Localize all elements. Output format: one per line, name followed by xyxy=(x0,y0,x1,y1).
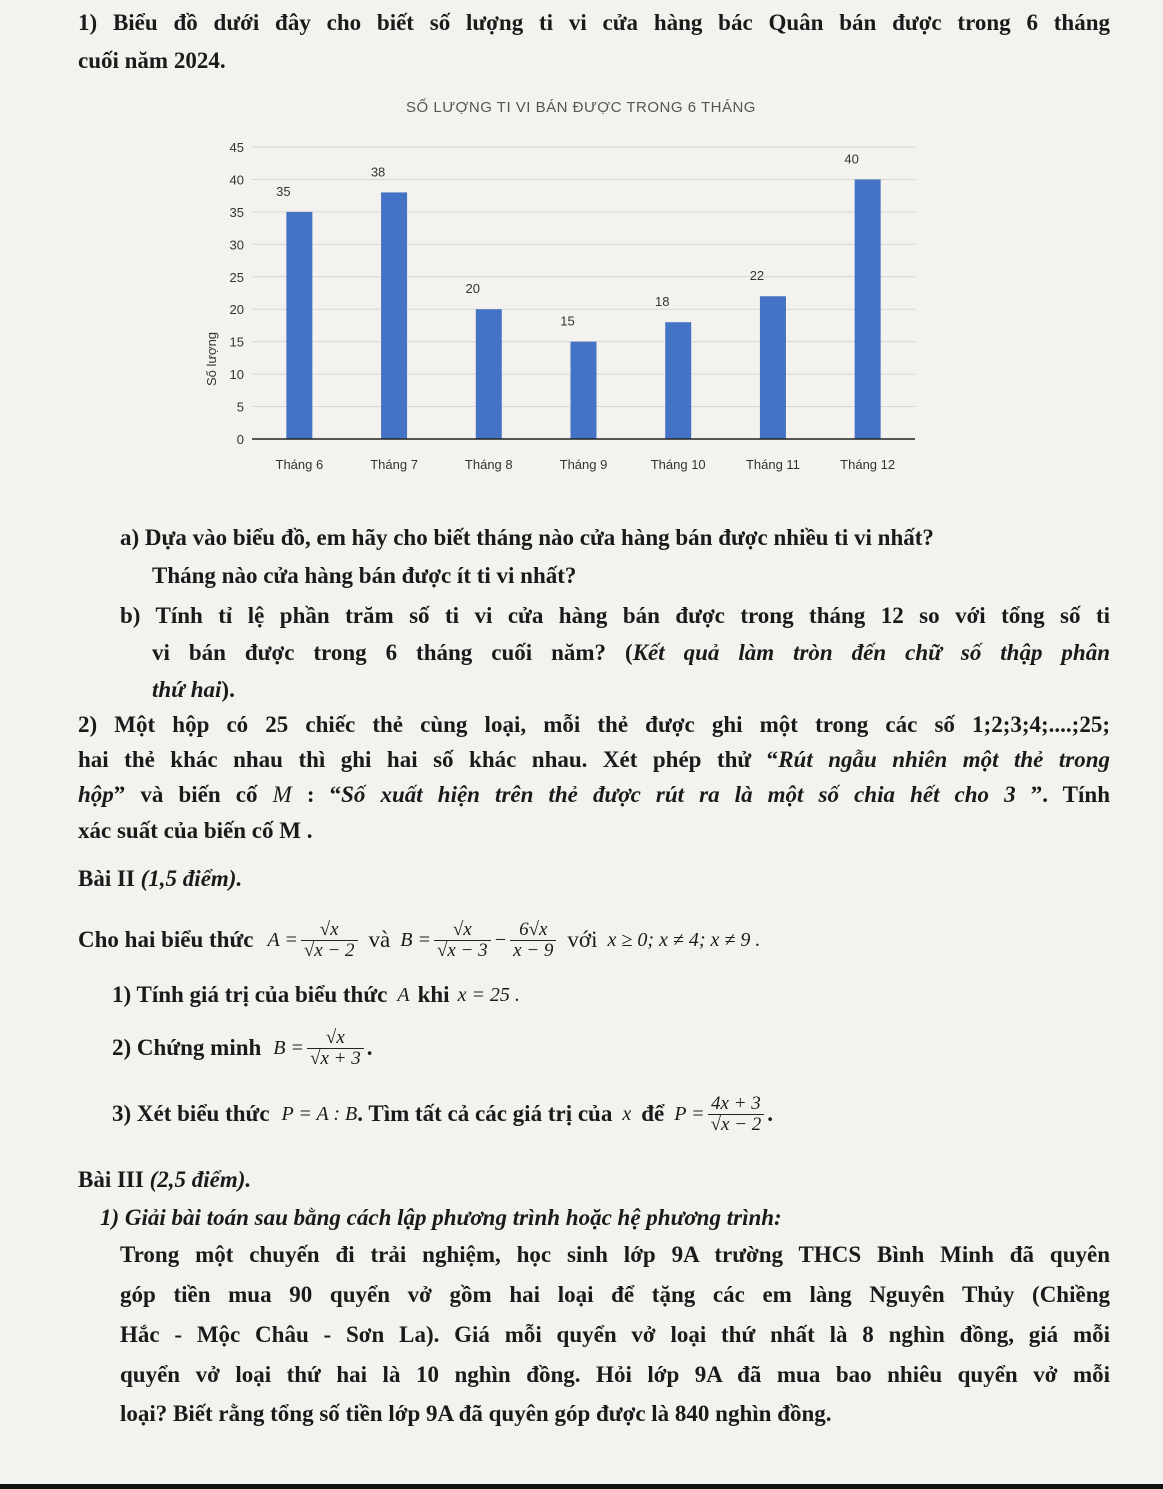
q2-line-3-italic-b: Số xuất hiện trên thẻ được rút ra là một số chia hết cho 3 xyxy=(341,782,1016,807)
bai2-intro: Cho hai biểu thức xyxy=(78,927,254,952)
q1a-line-2: Tháng nào cửa hàng bán được ít ti vi nhất? xyxy=(152,563,577,588)
bai2-p3-mid: . Tìm tất cả các giá trị của xyxy=(357,1101,613,1126)
x-tick-label: Tháng 7 xyxy=(370,457,418,472)
bai2-p1-text: 1) Tính giá trị của biểu thức xyxy=(112,982,388,1007)
bar xyxy=(571,342,597,439)
q1b-line-2-italic: Kết quả làm tròn đến chữ số thập phân xyxy=(632,640,1111,665)
q1b-line-3 xyxy=(152,675,235,705)
bar xyxy=(381,192,407,439)
q1b-line-2-plain: vi bán được trong 6 tháng cuối năm? ( xyxy=(152,640,633,665)
expr-b-fraction-2 xyxy=(510,920,556,961)
y-axis-label: Số lượng xyxy=(204,331,219,387)
bai2-part-1 xyxy=(112,980,520,1010)
bai2-p2-end: . xyxy=(366,1035,373,1060)
expr-a-den: √x − 2 xyxy=(303,939,355,961)
word-with: với xyxy=(567,927,598,952)
bai3-line-2: góp tiền mua 90 quyển vở gồm hai loại để tặng các em làng Nguyên Thủy (Chiềng xyxy=(120,1282,1110,1307)
y-tick-label: 10 xyxy=(229,367,244,383)
bar-chart xyxy=(0,82,1163,572)
data-label: 35 xyxy=(276,183,291,199)
bai2-intro-line xyxy=(78,914,760,966)
y-tick-label: 5 xyxy=(236,399,244,415)
expr-b-den1: √x − 3 xyxy=(436,939,488,961)
y-tick-label: 20 xyxy=(229,302,244,318)
q2-line-3-italic-a: hộp xyxy=(78,782,114,807)
bar xyxy=(665,322,691,439)
y-tick-label: 25 xyxy=(229,269,244,285)
x-tick-label: Tháng 10 xyxy=(650,457,706,472)
expr-b-den2: x − 9 xyxy=(513,939,554,961)
q1b-line-3-plain: ). xyxy=(221,677,235,702)
bai2-heading xyxy=(78,864,242,894)
q2-line-4: xác suất của biến cố M . xyxy=(78,818,313,843)
data-label: 22 xyxy=(749,268,765,284)
bai3-heading xyxy=(78,1165,251,1195)
q2-line-2-plain: hai thẻ khác nhau thì ghi hai số khác nhau. Xét phép thử “ xyxy=(78,747,779,772)
y-tick-label: 15 xyxy=(229,334,244,350)
q2-var-m: M xyxy=(272,782,292,807)
q2-line-2-italic: Rút ngẫu nhiên một thẻ trong xyxy=(778,747,1110,772)
q2-line-3-plain-b: : “ xyxy=(291,782,342,807)
q1-line-2: cuối năm 2024. xyxy=(78,48,226,73)
expr-condition: x ≥ 0; x ≠ 4; x ≠ 9 . xyxy=(607,929,761,951)
y-tick-label: 45 xyxy=(229,140,244,155)
data-label: 15 xyxy=(560,313,575,329)
x-tick-label: Tháng 11 xyxy=(745,457,800,472)
data-label: 20 xyxy=(465,281,481,297)
expr-b-num1: √x xyxy=(434,920,491,941)
x-tick-label: Tháng 9 xyxy=(559,457,608,472)
bai3-line-1: Trong một chuyến đi trải nghiệm, học sinh lớp 9A trường THCS Bình Minh đã quyên xyxy=(120,1242,1110,1267)
bai2-p3-num: 4x + 3 xyxy=(708,1094,765,1115)
data-label: 38 xyxy=(370,164,386,180)
y-tick-label: 30 xyxy=(229,237,244,253)
expr-a-fraction xyxy=(301,920,358,961)
bar xyxy=(286,212,312,439)
q2-line-3-plain-a: ” và biến cố xyxy=(113,782,273,807)
expr-a-lhs: A = xyxy=(267,929,298,951)
bai2-points: (1,5 điểm). xyxy=(134,866,243,891)
bai3-points: (2,5 điểm). xyxy=(143,1167,252,1192)
bai3-line-4: quyển vở loại thứ hai là 10 nghìn đồng. Hỏi lớp 9A đã mua bao nhiêu quyển vở mỗi xyxy=(120,1362,1110,1387)
q2-line-3 xyxy=(78,780,1110,810)
bar xyxy=(760,296,786,439)
expr-b-fraction-1 xyxy=(434,920,491,961)
y-tick-label: 40 xyxy=(229,172,244,188)
bai2-p1-var: A xyxy=(397,984,410,1006)
bai2-p2-text: 2) Chứng minh xyxy=(112,1035,262,1060)
bai2-p2-fraction xyxy=(307,1028,364,1069)
bai2-p3-var: x xyxy=(622,1103,632,1125)
bai2-p3-expr: P = A : B xyxy=(281,1103,358,1125)
q2-line-3-plain-c: ”. Tính xyxy=(1015,782,1110,807)
bai3-line-3: Hắc - Mộc Châu - Sơn La). Giá mỗi quyển vở loại thứ nhất là 8 nghìn đồng, giá mỗi xyxy=(120,1322,1110,1347)
bai2-part-2 xyxy=(112,1022,372,1074)
chart-title: SỐ LƯỢNG TI VI BÁN ĐƯỢC TRONG 6 THÁNG xyxy=(406,99,756,116)
bai2-p1-when: khi xyxy=(417,982,450,1007)
word-and: và xyxy=(368,927,391,952)
q2-line-2 xyxy=(78,745,1110,775)
bai2-p2-lhs: B = xyxy=(273,1037,305,1059)
bai2-p3-fraction xyxy=(708,1094,765,1135)
bar xyxy=(476,309,502,439)
q2-line-1: 2) Một hộp có 25 chiếc thẻ cùng loại, mỗi thẻ được ghi một trong các số 1;2;3;4;....;25; xyxy=(78,712,1110,737)
bai2-p1-value: x = 25 . xyxy=(457,984,520,1006)
q1a-line-1: a) Dựa vào biểu đồ, em hãy cho biết tháng nào cửa hàng bán được nhiều ti vi nhất? xyxy=(120,525,934,550)
x-tick-label: Tháng 8 xyxy=(464,457,513,472)
bottom-rule xyxy=(0,1484,1163,1489)
x-tick-label: Tháng 6 xyxy=(275,457,324,472)
data-label: 18 xyxy=(654,294,670,310)
q1b-line-3-italic: thứ hai xyxy=(152,677,222,702)
q1-line-1: 1) Biểu đồ dưới đây cho biết số lượng ti vi cửa hàng bác Quân bán được trong 6 tháng xyxy=(78,10,1110,35)
bai3-title: Bài III xyxy=(78,1167,144,1192)
bai2-p3-end: . xyxy=(767,1101,774,1126)
bai2-p2-den: √x + 3 xyxy=(310,1047,361,1069)
q1b-line-2 xyxy=(152,638,1110,668)
expr-b-minus: − xyxy=(493,929,508,951)
x-tick-label: Tháng 12 xyxy=(840,457,896,472)
bai2-part-3 xyxy=(112,1088,773,1140)
data-label: 40 xyxy=(844,151,859,167)
bai2-p3-den: √x − 2 xyxy=(710,1113,762,1135)
y-tick-label: 0 xyxy=(236,432,244,447)
y-tick-label: 35 xyxy=(229,204,244,220)
bai3-line-5: loại? Biết rằng tổng số tiền lớp 9A đã quyên góp được là 840 nghìn đồng. xyxy=(120,1401,832,1426)
q1b-line-1: b) Tính tỉ lệ phần trăm số ti vi cửa hàng bán được trong tháng 12 so với tổng số ti xyxy=(120,603,1110,628)
expr-b-num2: 6√x xyxy=(510,920,556,941)
expr-b-lhs: B = xyxy=(400,929,431,951)
expr-a-num: √x xyxy=(301,920,358,941)
bai2-title: Bài II xyxy=(78,866,135,891)
bai2-p2-num: √x xyxy=(307,1028,364,1049)
bai2-p3-lhs: P = xyxy=(674,1103,705,1125)
bai2-p3-to: để xyxy=(641,1101,665,1126)
bai3-sub-1: 1) Giải bài toán sau bằng cách lập phương trình hoặc hệ phương trình: xyxy=(100,1205,782,1230)
bar xyxy=(855,179,881,439)
bai2-p3-text: 3) Xét biểu thức xyxy=(112,1101,270,1126)
